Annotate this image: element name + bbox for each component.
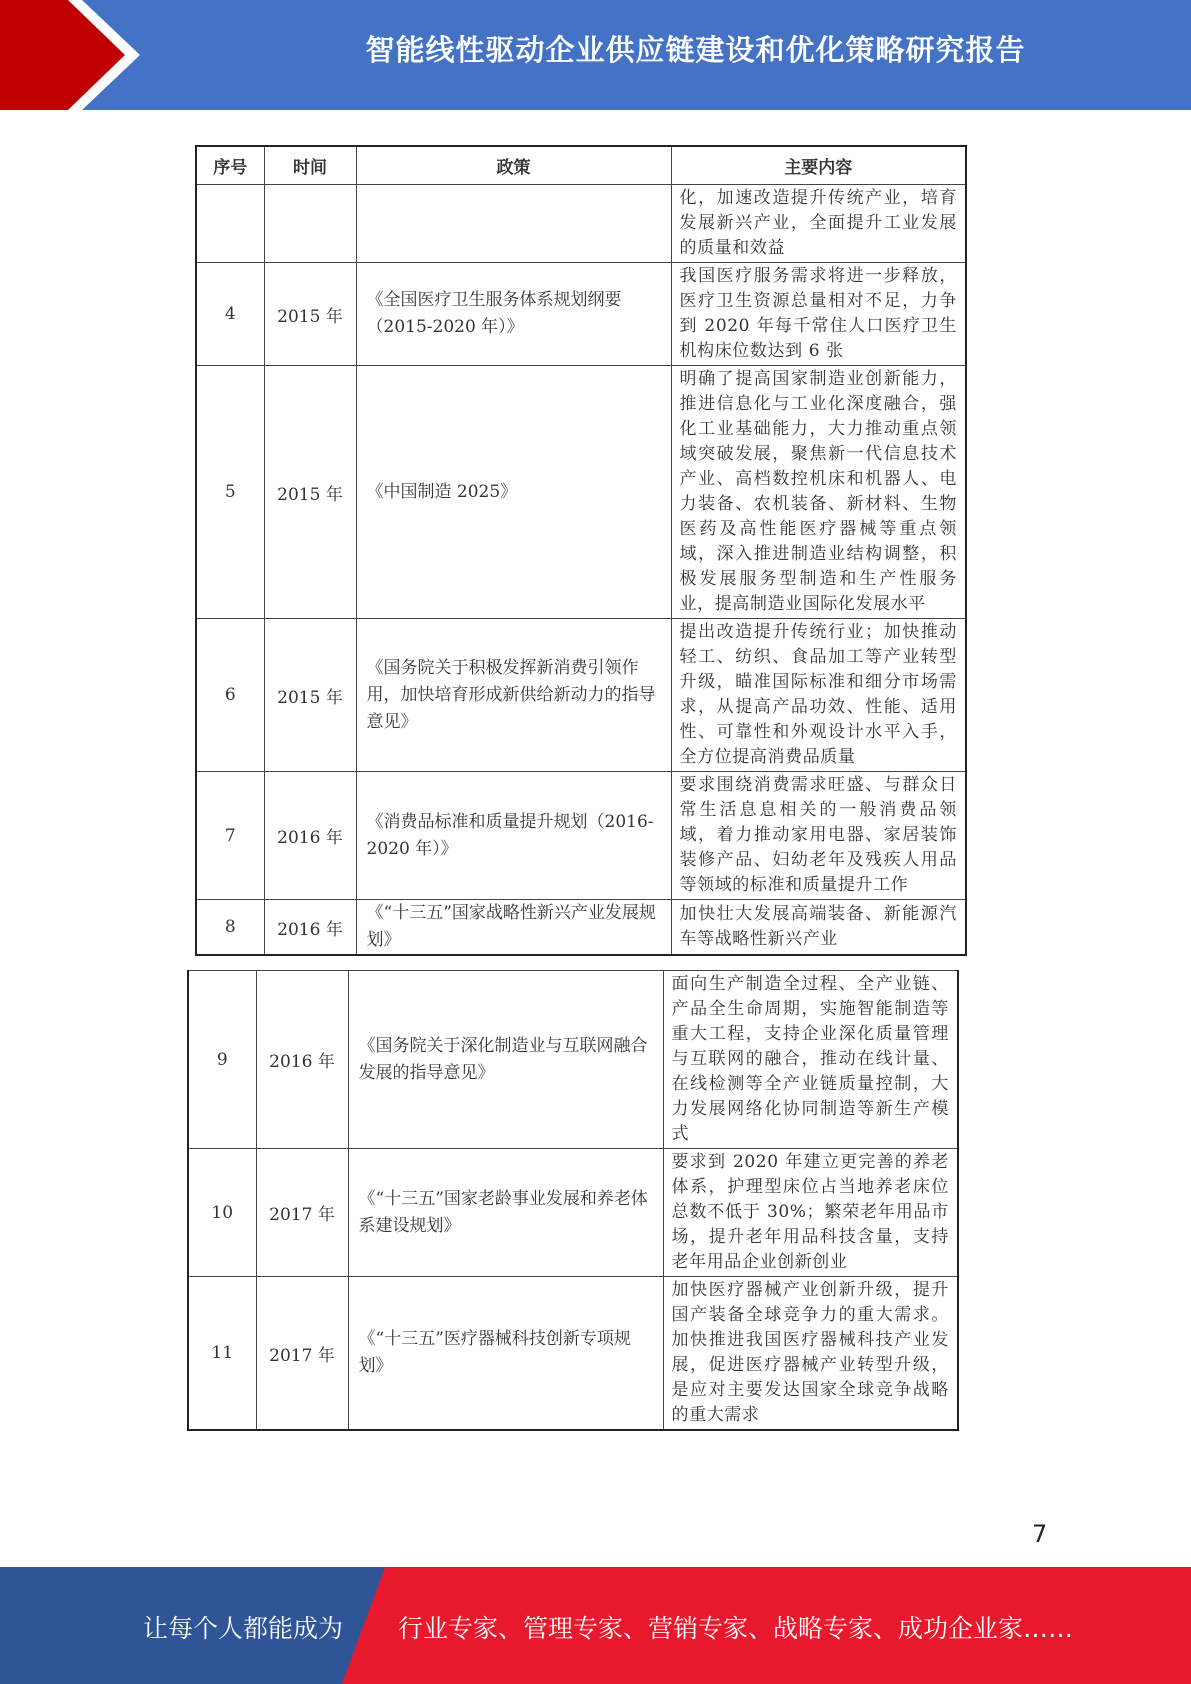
cell-policy: 《“十三五”国家战略性新兴产业发展规划》 (356, 900, 671, 956)
cell-policy: 《全国医疗卫生服务体系规划纲要（2015-2020 年）》 (356, 263, 671, 366)
cell-no: 9 (188, 971, 256, 1149)
cell-no: 8 (196, 900, 264, 956)
report-title: 智能线性驱动企业供应链建设和优化策略研究报告 (365, 33, 1026, 67)
page-number: 7 (1032, 1520, 1048, 1548)
cell-year (264, 185, 356, 263)
chevron-decoration-icon (0, 0, 160, 110)
cell-year: 2017 年 (256, 1149, 348, 1277)
cell-policy: 《“十三五”医疗器械科技创新专项规划》 (348, 1277, 663, 1431)
cell-no: 10 (188, 1149, 256, 1277)
cell-content: 化，加速改造提升传统产业，培育发展新兴产业，全面提升工业发展的质量和效益 (671, 185, 966, 263)
table-body (196, 185, 966, 956)
cell-content: 加快壮大发展高端装备、新能源汽车等战略性新兴产业 (671, 900, 966, 956)
cell-year: 2015 年 (264, 619, 356, 772)
cell-year: 2016 年 (264, 772, 356, 900)
table-row (196, 619, 966, 772)
cell-year: 2017 年 (256, 1277, 348, 1431)
table-row (196, 772, 966, 900)
cell-no: 6 (196, 619, 264, 772)
table-row (188, 1149, 958, 1277)
cell-year: 2015 年 (264, 366, 356, 619)
table-row-continued (196, 185, 966, 263)
header-banner (0, 0, 1191, 110)
column-header-no: 序号 (196, 146, 264, 185)
cell-content: 提出改造提升传统行业；加快推动轻工、纺织、食品加工等产业转型升级，瞄准国际标准和细分市场需求，从提高产品功效、性能、适用性、可靠性和外观设计水平入手，全方位提高消费品质量 (671, 619, 966, 772)
cell-policy: 《国务院关于深化制造业与互联网融合发展的指导意见》 (348, 971, 663, 1149)
cell-no: 4 (196, 263, 264, 366)
footer-slogan-left: 让每个人都能成为 (143, 1614, 344, 1643)
cell-no: 7 (196, 772, 264, 900)
cell-content: 我国医疗服务需求将进一步释放，医疗卫生资源总量相对不足，力争到 2020 年每千常住人口医疗卫生机构床位数达到 6 张 (671, 263, 966, 366)
cell-no (196, 185, 264, 263)
cell-content: 要求围绕消费需求旺盛、与群众日常生活息息相关的一般消费品领域，着力推动家用电器、家居装饰装修产品、妇幼老年及残疾人用品等领域的标准和质量提升工作 (671, 772, 966, 900)
cell-no: 11 (188, 1277, 256, 1431)
table-body (188, 971, 958, 1431)
column-header-policy: 政策 (356, 146, 671, 185)
policy-table-part-1 (195, 145, 967, 956)
table-row (188, 971, 958, 1149)
cell-year: 2016 年 (256, 971, 348, 1149)
footer-slogan-right: 行业专家、管理专家、营销专家、战略专家、成功企业家…… (398, 1614, 1074, 1643)
cell-content: 明确了提高国家制造业创新能力，推进信息化与工业化深度融合，强化工业基础能力，大力推动重点领域突破发展，聚焦新一代信息技术产业、高档数控机床和机器人、电力装备、农机装备、新材料、生物医药及高性能医疗器械等重点领域，深入推进制造业结构调整，积极发展服务型制造和生产性服务业，提高制造业国际化发展水平 (671, 366, 966, 619)
cell-content: 加快医疗器械产业创新升级，提升国产装备全球竞争力的重大需求。加快推进我国医疗器械科技产业发展，促进医疗器械产业转型升级，是应对主要发达国家全球竞争战略的重大需求 (663, 1277, 958, 1431)
footer-banner (0, 1567, 1191, 1684)
cell-policy: 《中国制造 2025》 (356, 366, 671, 619)
column-header-content: 主要内容 (671, 146, 966, 185)
table-row (188, 1277, 958, 1431)
cell-policy (356, 185, 671, 263)
cell-content: 要求到 2020 年建立更完善的养老体系，护理型床位占当地养老床位总数不低于 30%；繁荣老年用品市场，提升老年用品科技含量，支持老年用品企业创新创业 (663, 1149, 958, 1277)
cell-policy: 《“十三五”国家老龄事业发展和养老体系建设规划》 (348, 1149, 663, 1277)
column-header-time: 时间 (264, 146, 356, 185)
cell-no: 5 (196, 366, 264, 619)
table-row (196, 263, 966, 366)
cell-policy: 《国务院关于积极发挥新消费引领作用，加快培育形成新供给新动力的指导意见》 (356, 619, 671, 772)
cell-content: 面向生产制造全过程、全产业链、产品全生命周期，实施智能制造等重大工程，支持企业深化质量管理与互联网的融合，推动在线计量、在线检测等全产业链质量控制，大力发展网络化协同制造等新生产模式 (663, 971, 958, 1149)
table-header-row (196, 146, 966, 185)
table-row (196, 900, 966, 956)
cell-year: 2015 年 (264, 263, 356, 366)
cell-year: 2016 年 (264, 900, 356, 956)
cell-policy: 《消费品标准和质量提升规划（2016-2020 年）》 (356, 772, 671, 900)
table-row (196, 366, 966, 619)
policy-table-part-2 (187, 970, 959, 1431)
